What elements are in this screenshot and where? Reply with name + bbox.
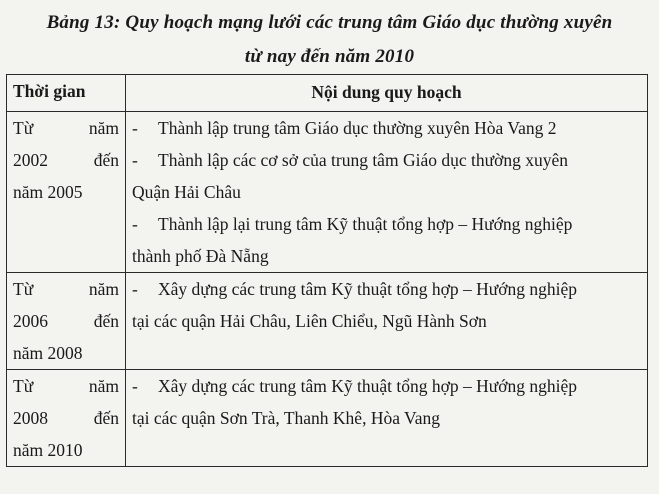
table-row (7, 273, 648, 370)
time-cell (7, 112, 126, 273)
content-cell (126, 273, 648, 370)
content-text: thành phố Đà Nẵng (132, 246, 269, 266)
caption-line-1: Bảng 13: Quy hoạch mạng lưới các trung tâm Giáo dục thường xuyên (46, 12, 613, 33)
content-text: Thành lập các cơ sở của trung tâm Giáo dục thường xuyên (158, 150, 568, 170)
time-line: 2008 đến (13, 408, 119, 428)
content-line (132, 370, 639, 402)
content-line (132, 305, 639, 337)
time-line: Từ năm (13, 279, 119, 299)
content-line (132, 176, 639, 208)
caption-line-2: từ nay đến năm 2010 (244, 46, 415, 67)
time-line: năm 2005 (13, 182, 83, 202)
time-line: 2002 đến (13, 150, 119, 170)
header-content: Nội dung quy hoạch (126, 75, 648, 112)
content-line (132, 402, 639, 434)
content-text: Xây dựng các trung tâm Kỹ thuật tổng hợp – Hướng nghiệp (158, 376, 578, 396)
table-row (7, 370, 648, 467)
table-header-row (7, 75, 648, 112)
content-line (132, 208, 639, 240)
bullet-dash: - (132, 376, 138, 396)
bullet-dash: - (132, 279, 138, 299)
header-time: Thời gian (7, 75, 126, 112)
table-row (7, 112, 648, 273)
time-line: Từ năm (13, 118, 119, 138)
bullet-dash: - (132, 214, 138, 234)
content-text: tại các quận Hải Châu, Liên Chiểu, Ngũ Hành Sơn (132, 311, 487, 331)
content-text: Xây dựng các trung tâm Kỹ thuật tổng hợp – Hướng nghiệp (158, 279, 578, 299)
content-text: Quận Hải Châu (132, 182, 241, 202)
time-line: Từ năm (13, 376, 119, 396)
content-cell (126, 112, 648, 273)
content-cell (126, 370, 648, 467)
table-caption (0, 6, 659, 74)
content-text: Thành lập trung tâm Giáo dục thường xuyên Hòa Vang 2 (158, 118, 557, 138)
time-line: năm 2008 (13, 343, 83, 363)
content-line (132, 144, 639, 176)
time-line: năm 2010 (13, 440, 83, 460)
content-text: Thành lập lại trung tâm Kỹ thuật tổng hợp – Hướng nghiệp (158, 214, 573, 234)
bullet-dash: - (132, 150, 138, 170)
content-line (132, 112, 639, 144)
planning-table (6, 74, 648, 467)
time-line: 2006 đến (13, 311, 119, 331)
time-cell (7, 370, 126, 467)
time-cell (7, 273, 126, 370)
content-line (132, 240, 639, 272)
content-text: tại các quận Sơn Trà, Thanh Khê, Hòa Vang (132, 408, 441, 428)
bullet-dash: - (132, 118, 138, 138)
content-line (132, 273, 639, 305)
